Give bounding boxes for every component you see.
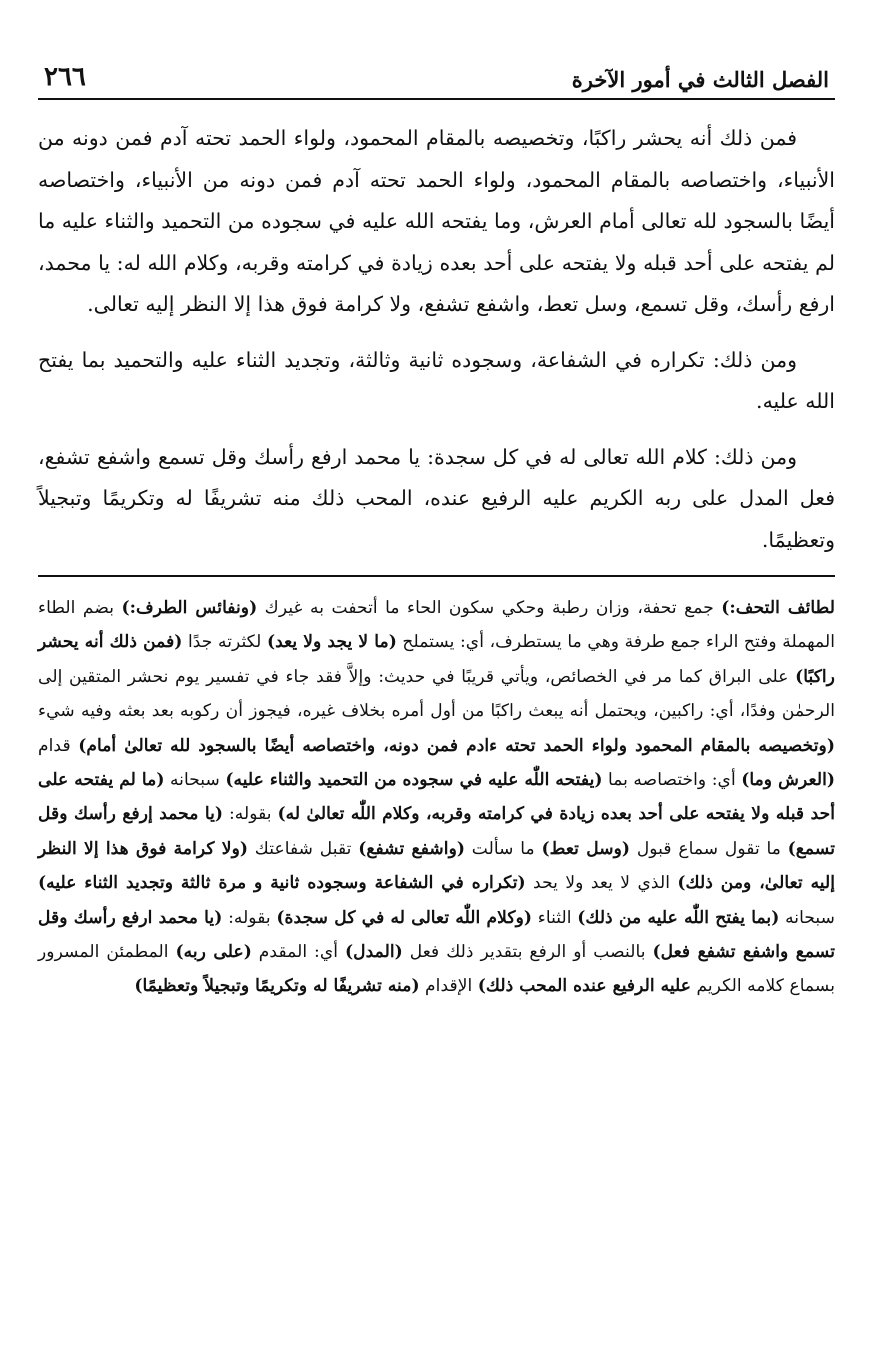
commentary-lemma: (بما يفتح اللّٰه عليه من ذلك) bbox=[577, 907, 780, 928]
commentary-paragraph bbox=[38, 591, 835, 1004]
commentary-text: ما تقول سماع قبول bbox=[630, 838, 788, 859]
commentary-lemma: (على ربه) bbox=[175, 942, 252, 963]
commentary-lemma: (وسل تعط) bbox=[541, 838, 631, 859]
commentary-lemma: (يفتحه اللّٰه عليه في سجوده من التحميد والثناء عليه) bbox=[225, 770, 603, 791]
commentary-lemma: (ما لا يجد ولا يعد) bbox=[266, 632, 397, 653]
page-header bbox=[38, 58, 835, 100]
commentary-text: ما سألت bbox=[465, 838, 542, 859]
commentary-lemma: (منه تشريفًا له وتكريمًا وتبجيلاً وتعظيمًا) bbox=[134, 976, 420, 997]
commentary-lemma: (وكلام اللّٰه تعالى له في كل سجدة) bbox=[276, 907, 533, 928]
main-paragraph: ومن ذلك: تكراره في الشفاعة، وسجوده ثانية وثالثة، وتجديد الثناء عليه والتحميد بما يفتح الله عليه. bbox=[38, 347, 835, 413]
commentary-text: الذي لا يعد ولا يحد bbox=[525, 873, 678, 894]
commentary bbox=[38, 591, 835, 1004]
commentary-lemma: (وتخصيصه بالمقام المحمود ولواء الحمد تحته ءادم فمن دونه، واختصاصه أيضًا بالسجود لله تعالىٰ أمام) bbox=[78, 735, 835, 756]
main-paragraph: ومن ذلك: كلام الله تعالى له في كل سجدة: يا محمد ارفع رأسك وقل تسمع واشفع تشفع، فعل المدل على ربه الكريم عليه الرفيع عنده، المحب ذلك منه تشريفًا له وتكريمًا وتبجيلاً وتعظيمًا. bbox=[38, 444, 835, 552]
page-number: ٢٦٦ bbox=[44, 62, 86, 92]
commentary-lemma: (ولا كرامة فوق هذا إلا النظر إليه تعالىٰ، ومن ذلك) bbox=[38, 838, 835, 894]
commentary-text: قدام bbox=[38, 735, 79, 756]
running-title: الفصل الثالث في أمور الآخرة bbox=[571, 67, 829, 92]
commentary-text: تقبل شفاعتك bbox=[248, 838, 359, 859]
commentary-text: بقوله: bbox=[222, 907, 277, 928]
commentary-text: جمع تحفة، وزان رطبة وحكي سكون الحاء ما أتحفت به غيرك bbox=[257, 598, 722, 618]
commentary-lemma: (ونفائس الطرف:) bbox=[121, 598, 258, 618]
commentary-lemma: (واشفع تشفع) bbox=[358, 838, 466, 859]
main-text bbox=[38, 118, 835, 561]
commentary-text: أي: واختصاصه بما bbox=[602, 770, 742, 791]
commentary-text: لكثرته جدًا bbox=[182, 632, 267, 653]
commentary-lemma: عليه الرفيع عنده المحب ذلك) bbox=[477, 976, 691, 997]
commentary-lemma: (ما لم يفتحه على أحد قبله ولا يفتحه على أحد بعده زيادة في كرامته وقربه، وكلام اللّٰه تعالىٰ له) bbox=[38, 770, 835, 825]
commentary-text: أي: المقدم bbox=[251, 942, 346, 963]
commentary-text: بضم الطاء المهملة وفتح الراء جمع طرفة وهي ما يستطرف، أي: يستملح bbox=[38, 598, 835, 653]
commentary-text: المطمئن المسرور بسماع كلامه الكريم bbox=[38, 942, 835, 997]
commentary-lemma: (يا محمد ارفع رأسك وقل تسمع واشفع تشفع فعل) bbox=[38, 907, 836, 963]
commentary-lemma: لطائف التحف:) bbox=[721, 598, 835, 618]
commentary-lemma: (العرش وما) bbox=[741, 770, 835, 791]
commentary-text: على البراق كما مر في الخصائص، ويأتي قريبًا في حديث: وإلاَّ فقد جاء في تفسير يوم نحشر المتقين إلى الرحمٰن وفدًا، أي: راكبين، ويحتمل أنه يبعث راكبًا من أول أمره بخلاف غيره، فيجوز أن ركوبه بعد بعثه وفيه شيء bbox=[38, 666, 835, 722]
commentary-lemma: (تكراره في الشفاعة وسجوده ثانية و مرة ثالثة وتجديد الثناء عليه) bbox=[38, 873, 526, 894]
commentary-text: الثناء bbox=[532, 907, 578, 928]
commentary-text: سبحانه bbox=[779, 907, 836, 928]
footnote-divider bbox=[38, 575, 835, 577]
commentary-lemma: (يا محمد إرفع رأسك وقل تسمع) bbox=[38, 804, 835, 859]
commentary-text: بالنصب أو الرفع بتقدير ذلك فعل bbox=[402, 942, 653, 963]
commentary-text: بقوله: bbox=[223, 804, 278, 825]
commentary-text: الإقدام bbox=[419, 976, 478, 997]
commentary-text: سبحانه bbox=[164, 770, 226, 791]
commentary-lemma: (فمن ذلك أنه يحشر راكبًا) bbox=[38, 632, 835, 687]
commentary-lemma: (المدل) bbox=[345, 942, 403, 963]
main-paragraph: فمن ذلك أنه يحشر راكبًا، وتخصيصه بالمقام المحمود، ولواء الحمد تحته آدم فمن دونه من الأنبياء، واختصاصه بالمقام المحمود، ولواء الحمد تحته آدم فمن دونه من الأنبياء، واختصاصه أيضًا بالسجود لله تعالى أمام العرش، وما يفتحه الله عليه في سجوده من التحميد والثناء عليه ما لم يفتحه على أحد قبله ولا يفتحه على أحد بعده زيادة في كرامته وقربه، وكلام الله له: يا محمد، ارفع رأسك، وقل تسمع، وسل تعط، واشفع تشفع، ولا كرامة فوق هذا إلا النظر إليه تعالى. bbox=[38, 126, 835, 316]
